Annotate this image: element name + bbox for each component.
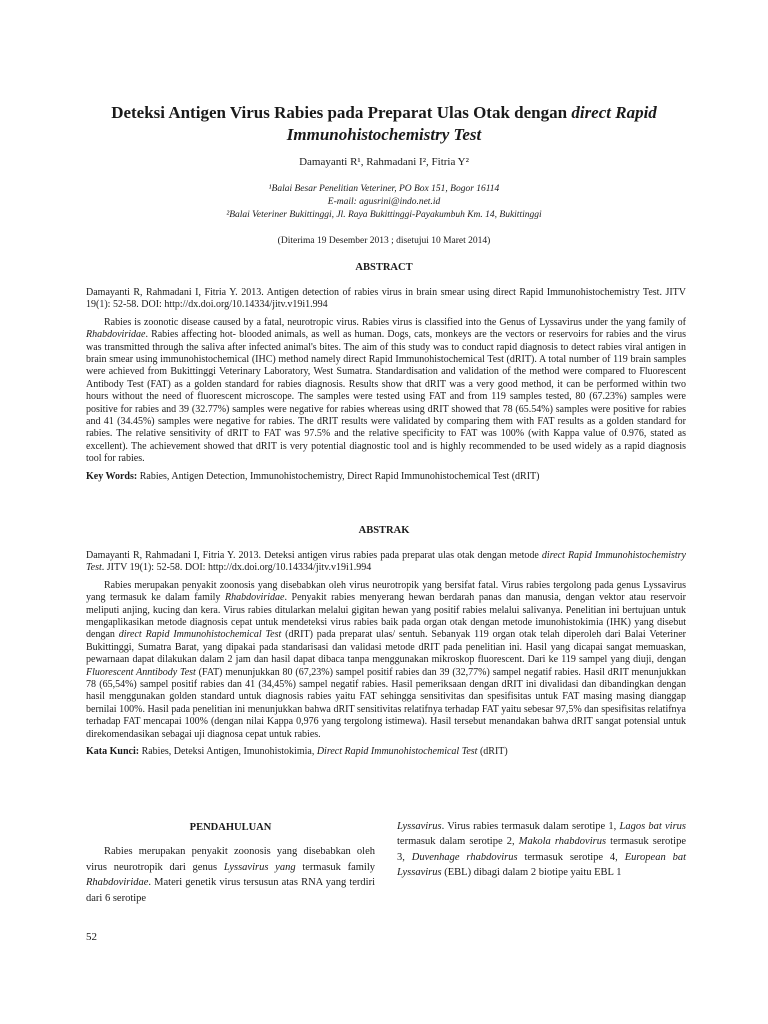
abstrak-heading: ABSTRAK [358,525,410,536]
intro-paragraph-left [86,844,375,906]
intro-text: (EBL) dibagi dalam 2 biotipe yaitu EBL 1 [441,867,622,879]
intro-italic: Lyssavirus [397,821,442,832]
kata-kunci-label: Kata Kunci: [86,746,140,758]
abstract-keywords [86,471,686,483]
abstrak-keywords [86,746,686,758]
abstract-section [86,287,686,483]
kata-kunci-text: (dRIT) [477,746,508,758]
intro-italic: European bat Lyssavirus [397,851,686,879]
intro-text: termasuk family [295,861,375,873]
title-italic: direct Rapid Immunohistochemistry Test [286,103,657,144]
abstrak-italic: Rhabdoviridae [225,592,285,604]
abstract-italic: Rhabdoviridae [86,329,146,341]
abstract-body [86,317,686,466]
keywords-text: Rabies, Antigen Detection, Immunohistochemistry, Direct Rapid Immunohistochemical Test (dRIT) [137,470,540,482]
page-number: 52 [86,931,97,943]
pendahuluan-heading: PENDAHULUAN [189,822,272,833]
abstract-heading: ABSTRACT [355,262,413,273]
abstrak-text: . Penyakit rabies menyerang hewan berdarah panas dan manusia, dengan vektor atau reservoir meliputi anjing, kucing dan kera. Virus rabies ditularkan melalui gigitan hewan yang positif rabies melalui salivanya. Penelitian ini bertujuan untuk mengaplikasikan metode diagnosis cepat untuk mendeteksi virus rabies baik pada organ otak dengan metode imunohistokimia (IHK) yang disebut dengan [86,592,686,641]
intro-italic: Lagos bat virus [619,821,686,832]
abstrak-italic: direct Rapid Immunohistochemical Test [118,629,282,641]
abstrak-text: (dRIT) pada preparat ulas/ sentuh. Sebanyak 119 organ otak telah diperoleh dari Balai Veteriner Bukittinggi, Sumatra Barat, yang dipakai pada standarisasi dan validasi metode dRIT pada penelitian ini. Hasil yang dicapai sangat memuaskan, pewarnaan dapat dilakukan dalam 2 jam dan hasil dapat dibaca tanpa menggunakan mikroskop fluorescent. Dari ke 119 sampel yang diuji, dengan [86,629,686,666]
received-dates: (Diterima 19 Desember 2013 ; disetujui 10 Maret 2014) [277,236,491,246]
intro-italic: Makola rhabdovirus [518,836,607,848]
intro-italic: Duvenhage rhabdovirus [411,851,518,863]
abstrak-section [86,550,686,759]
intro-italic: Lyssavirus yang [223,861,296,873]
abstrak-citation-text: Damayanti R, Rahmadani I, Fitria Y. 2013. Deteksi antigen virus rabies pada preparat ulas otak dengan metode [86,550,542,561]
abstract-citation: Damayanti R, Rahmadani I, Fitria Y. 2013. Antigen detection of rabies virus in brain smear using direct Rapid Immunohistochemistry Test. JITV 19(1): 52-58. DOI: http://dx.doi.org/10.14334/jitv.v19i1.994 [86,287,686,311]
affiliation-1: ¹Balai Besar Penelitian Veteriner, PO Box 151, Bogor 16114 [268,184,500,194]
intro-text: termasuk serotipe 3, [397,836,686,863]
affiliation-2: ²Balai Veteriner Bukittinggi, Jl. Raya Bukittinggi-Payakumbuh Km. 14, Bukittinggi [226,210,542,220]
keywords-label: Key Words: [86,470,138,482]
intro-text: termasuk serotipe 4, [517,851,625,863]
abstract-text: Rabies is zoonotic disease caused by a fatal, neurotropic virus. Rabies virus is classified into the Genus of Lyssavirus under the yang family of [104,316,686,328]
kata-kunci-text: Rabies, Deteksi Antigen, Imunohistokimia, [139,746,317,758]
paper-title [60,102,708,146]
intro-text: . Materi genetik virus tersusun atas RNA yang terdiri dari 6 serotipe [86,877,375,904]
intro-text: Rabies merupakan penyakit zoonosis yang disebabkan oleh virus neurotropik dari genus [86,846,375,873]
intro-left-column [86,820,375,906]
abstrak-citation-italic: direct Rapid Immunohistochemistry Test [86,550,686,574]
intro-text: . Virus rabies termasuk dalam serotipe 1, [441,821,620,832]
abstrak-text: Rabies merupakan penyakit zoonosis yang disebabkan oleh virus neurotropik yang bersifat fatal. Virus rabies tergolong pada genus Lyssavirus yang termasuk ke dalam family [86,579,686,604]
abstrak-citation [86,550,686,575]
abstrak-body [86,580,686,741]
affiliation-email: E-mail: agusrini@indo.net.id [327,197,441,207]
abstract-text: . Rabies affecting hot- blooded animals, as well as human. Dogs, cats, monkeys are the vectors or reservoirs for rabies and the virus was transmitted through the saliva after infected animal's bites. The aim of this study was to conduct rapid diagnosis to detect rabies viral antigen in brain smear using immunohistochemical (IHC) method namely direct Rapid Immunohistochemical Test (dRIT). A total number of 119 brain samples were achieved from Bukittinggi Veterinary Laboratory, West Sumatra. Standardisation and validation of the method were compared to Fluorescent Antibody Test (FAT) as a golden standard for rabies diagnosis. Results show that dRIT was a very good method, it can be performed within two hours without the need of fluorescent microscope. The samples were tested using FAT and from 119 samples tested, 80 (67.23%) samples were positive for rabies and 39 (32.77%) samples were negative for rabies whereas using dRIT showed that 78 (65.54%) samples were positive for rabies and 41 (34.45%) samples were negative for rabies. The dRIT results were validated by comparing them with FAT results as a golden standard for rabies. The relative sensitivity of dRIT to FAT was 97.5% and the relative specificity to FAT was 100% (with Kappa value of 0.976, stated as excellent). The achievement showed that dRIT is very potential diagnostic tool and is highly recommended to be used widely as a rapid diagnosis tool for rabies. [86,329,686,465]
abstrak-text: (FAT) menunjukkan 80 (67,23%) sampel positif rabies dan 39 (32,77%) sampel negatif rabies. Hasil dRIT menunjukkan 78 (65,54%) sampel positif rabies dan 41 (34,45%) sampel negatif rabies. Hasil pemeriksaan dengan dRIT ini divalidasi dan dibandingkan dengan hasil menggunakan golden standard untuk diagnosis rabies yaitu FAT sehingga sensitivitas dan spesifisitas untuk FAT masing masing dianggap bernilai 100%. Hasil pada penelitian ini menunjukkan bahwa dRIT sensitivitas relatifnya terhadap FAT yaitu sebesar 97,5% dan spesifisitas relatifnya terhadap FAT mencapai 100% (dengan nilai Kappa 0,976 yang tergolong istimewa). Hasil tersebut menandakan bahwa dRIT sangat potensial untuk direkomendasikan sebagai uji diagnosa cepat untuk rabies. [86,666,686,740]
intro-paragraph-right [397,819,686,881]
kata-kunci-italic: Direct Rapid Immunohistochemical Test [316,746,478,758]
author-list: Damayanti R¹, Rahmadani I², Fitria Y² [299,156,469,168]
abstrak-italic: Fluorescent Anntibody Test [86,666,196,678]
intro-italic: Rhabdoviridae [86,877,149,889]
intro-text: termasuk dalam serotipe 2, [397,836,519,848]
abstrak-citation-text: . JITV 19(1): 52-58. DOI: http://dx.doi.org/10.14334/jitv.v19i1.994 [101,562,372,574]
intro-right-column [397,819,686,881]
title-main: Deteksi Antigen Virus Rabies pada Preparat Ulas Otak dengan [111,103,568,122]
affiliations [60,183,708,222]
